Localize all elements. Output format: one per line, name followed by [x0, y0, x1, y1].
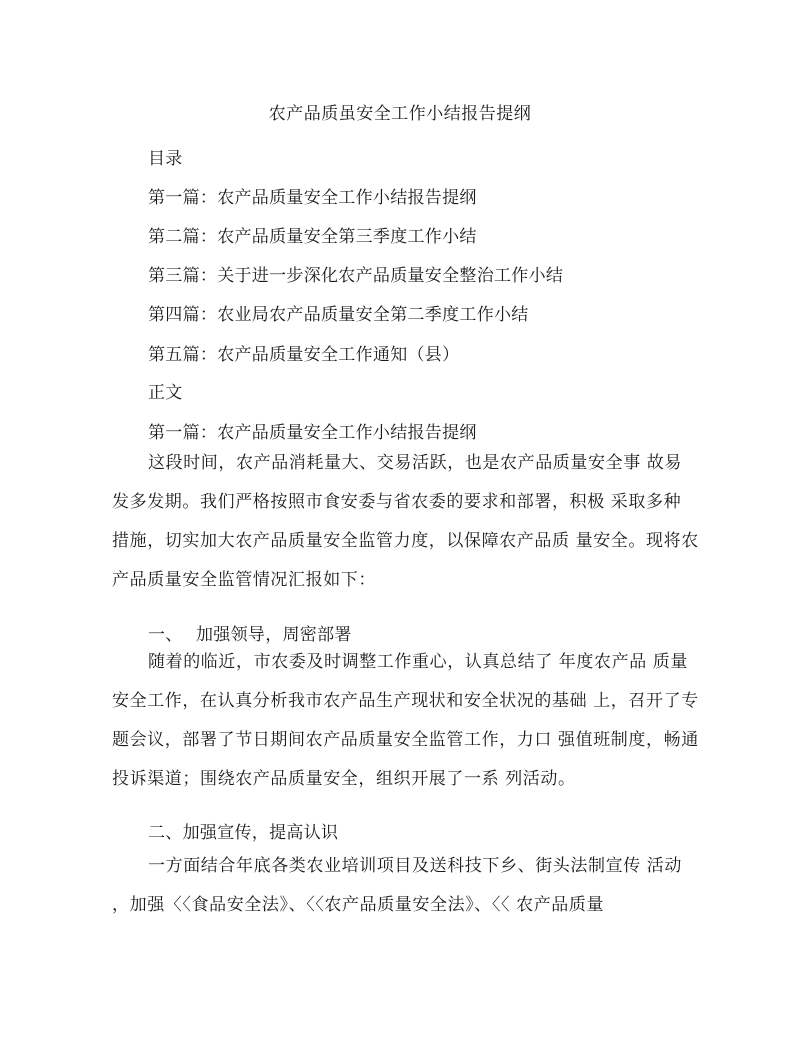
heading-1-number: 一、	[148, 625, 183, 645]
heading-1	[148, 620, 352, 645]
paragraph-line: 安全工作，在认真分析我市农产品生产现状和安全状况的基础 上，召开了专	[112, 691, 699, 711]
paragraph-line: 产品质量安全监管情况汇报如下：	[112, 570, 376, 590]
toc-item-2: 第二篇：农产品质量安全第三季度工作小结	[148, 227, 477, 247]
paragraph-2	[112, 853, 692, 931]
toc-item-5: 第五篇：农产品质量安全工作通知（县）	[148, 345, 460, 365]
body-label: 正文	[148, 383, 183, 403]
section-title: 第一篇：农产品质量安全工作小结报告提纲	[148, 423, 477, 443]
toc-item-4: 第四篇：农业局农产品质量安全第二季度工作小结	[148, 305, 529, 325]
toc-item-3: 第三篇：关于进一步深化农产品质量安全整治工作小结	[148, 266, 564, 286]
document-title: 农产品质虽安全工作小结报告提纲	[268, 104, 532, 124]
paragraph-line: 发多发期。我们严格按照市食安委与省农委的要求和部署，积极 采取多种	[112, 492, 682, 512]
intro-paragraph	[112, 450, 699, 606]
paragraph-line: ，加强〈〈食品安全法》、〈〈农产品质量安全法》、〈〈 农产品质量	[112, 895, 605, 915]
heading-2: 二、加强宣传，提高认识	[148, 823, 339, 843]
paragraph-line: 题会议，部署了节日期间农产品质量安全监管工作，力口 强值班制度，畅通	[112, 730, 699, 750]
paragraph-line: 随着的临近，市农委及时调整工作重心，认真总结了 年度农产品 质量	[148, 652, 689, 672]
paragraph-line: 投诉渠道；围绕农产品质量安全，组织开展了一系 列活动。	[112, 769, 576, 789]
paragraph-1	[112, 649, 699, 805]
toc-label: 目录	[148, 149, 183, 169]
heading-1-text: 加强领导，周密部署	[196, 625, 352, 645]
paragraph-line: 一方面结合年底各类农业培训项目及送科技下乡、街头法制宣传 活动	[148, 856, 683, 876]
paragraph-line: 这段时间，农产品消耗量大、交易活跃，也是农产品质量安全事 故易	[148, 453, 683, 473]
paragraph-line: 措施，切实加大农产品质量安全监管力度，以保障农产品质 量安全。现将农	[112, 531, 699, 551]
toc-item-1: 第一篇：农产品质量安全工作小结报告提纲	[148, 188, 477, 208]
